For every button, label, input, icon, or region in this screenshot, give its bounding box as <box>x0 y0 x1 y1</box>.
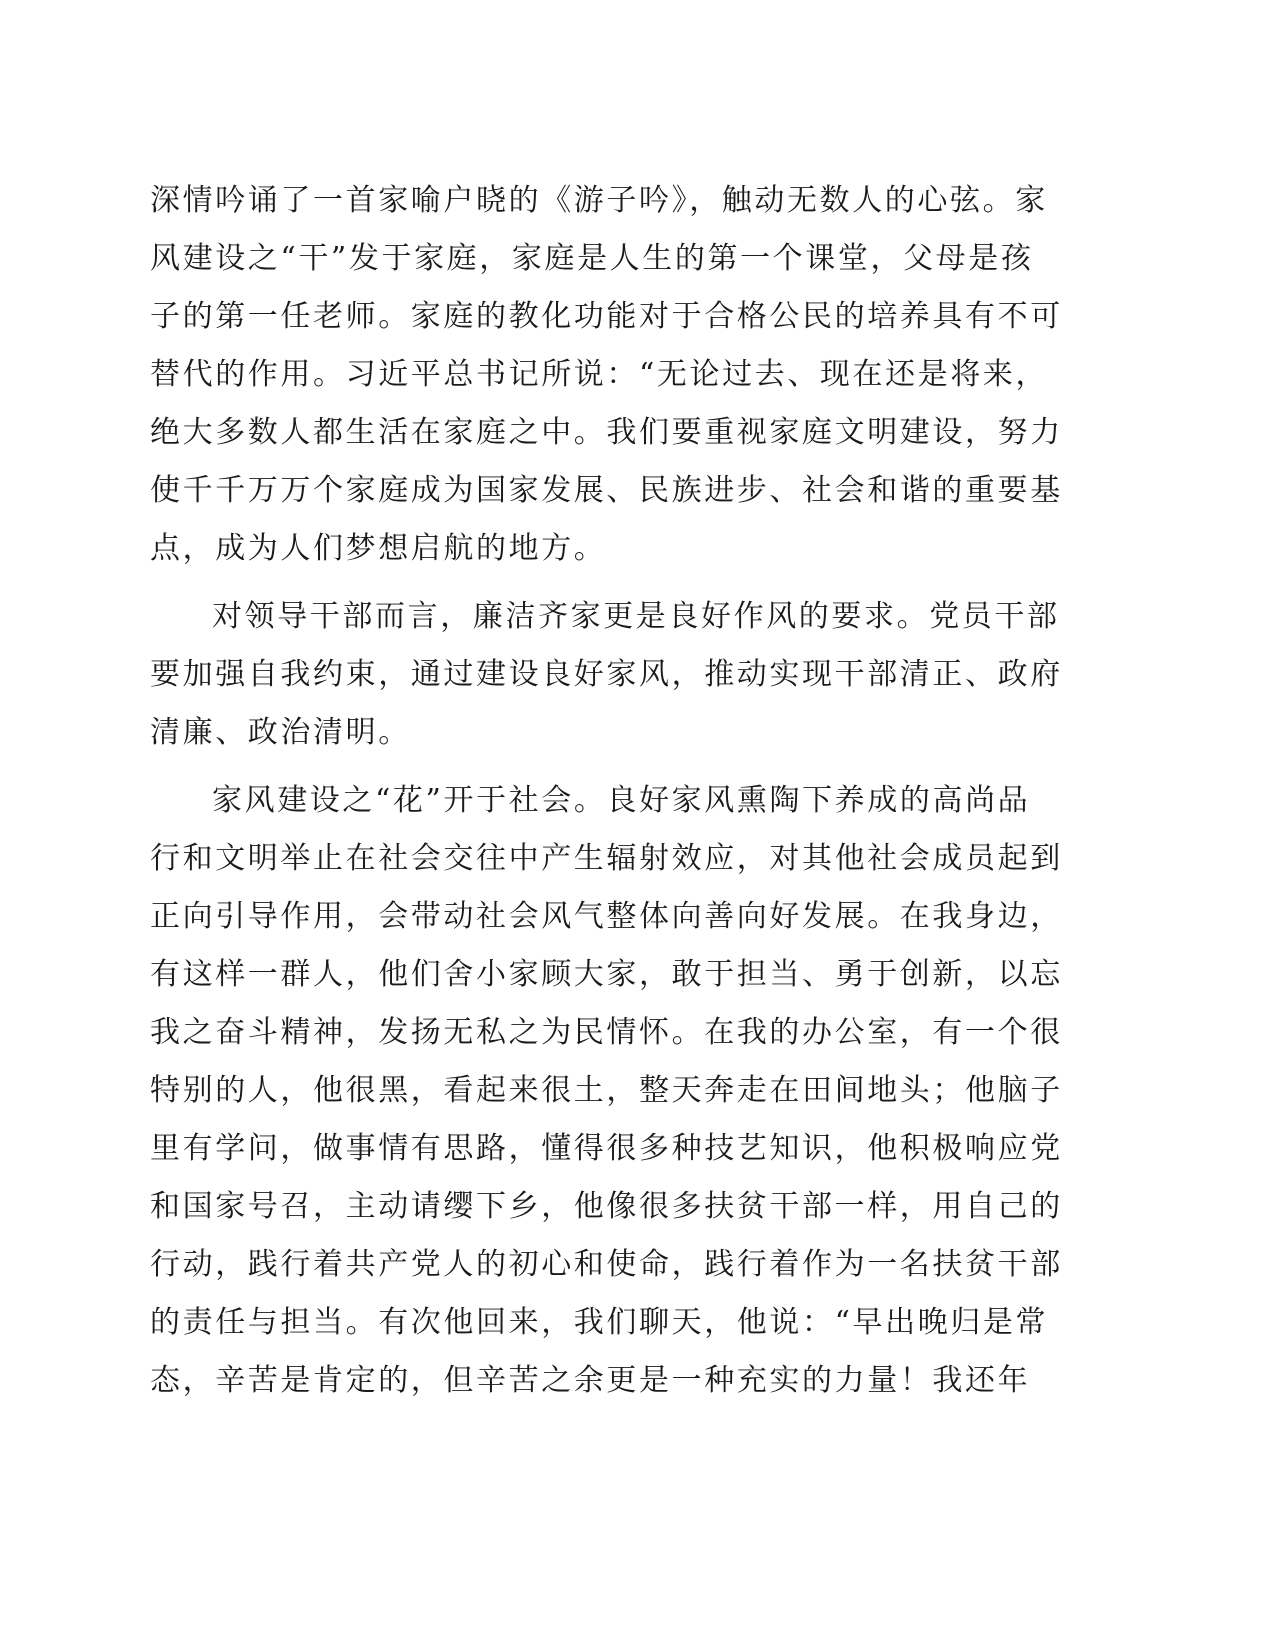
text-line: 使千千万万个家庭成为国家发展、民族进步、社会和谐的重要基 <box>150 473 1063 508</box>
text-line: 绝大多数人都生活在家庭之中。我们要重视家庭文明建设，努力 <box>150 415 1063 450</box>
text-line: 要加强自我约束，通过建设良好家风，推动实现干部清正、政府 <box>150 657 1063 692</box>
text-line: 特别的人，他很黑，看起来很土，整天奔走在田间地头；他脑子 <box>150 1073 1063 1108</box>
text-line: 有这样一群人，他们舍小家顾大家，敢于担当、勇于创新，以忘 <box>150 957 1063 992</box>
text-line: 替代的作用。习近平总书记所说：“无论过去、现在还是将来， <box>150 357 1049 392</box>
text-line: 子的第一任老师。家庭的教化功能对于合格公民的培养具有不可 <box>150 299 1063 334</box>
text-line: 风建设之“干”发于家庭，家庭是人生的第一个课堂，父母是孩 <box>150 241 1034 276</box>
text-line: 清廉、政治清明。 <box>150 715 411 750</box>
text-line: 家风建设之“花”开于社会。良好家风熏陶下养成的高尚品 <box>212 783 1031 818</box>
text-line: 态，辛苦是肯定的，但辛苦之余更是一种充实的力量！我还年 <box>150 1363 1031 1398</box>
paragraph-1 <box>150 172 1063 578</box>
text-line: 的责任与担当。有次他回来，我们聊天，他说：“早出晚归是常 <box>150 1305 1049 1340</box>
text-line: 行和文明举止在社会交往中产生辐射效应，对其他社会成员起到 <box>150 841 1063 876</box>
paragraph-3 <box>150 772 1063 1410</box>
text-line: 里有学问，做事情有思路，懂得很多种技艺知识，他积极响应党 <box>150 1131 1063 1166</box>
text-line: 对领导干部而言，廉洁齐家更是良好作风的要求。党员干部 <box>212 599 1060 634</box>
text-line: 我之奋斗精神，发扬无私之为民情怀。在我的办公室，有一个很 <box>150 1015 1063 1050</box>
paragraph-2 <box>150 588 1063 762</box>
document-body <box>150 172 1063 1420</box>
text-line: 深情吟诵了一首家喻户晓的《游子吟》，触动无数人的心弦。家 <box>150 183 1048 218</box>
text-line: 正向引导作用，会带动社会风气整体向善向好发展。在我身边， <box>150 899 1063 934</box>
text-line: 点，成为人们梦想启航的地方。 <box>150 531 607 566</box>
text-line: 和国家号召，主动请缨下乡，他像很多扶贫干部一样，用自己的 <box>150 1189 1063 1224</box>
text-line: 行动，践行着共产党人的初心和使命，践行着作为一名扶贫干部 <box>150 1247 1063 1282</box>
